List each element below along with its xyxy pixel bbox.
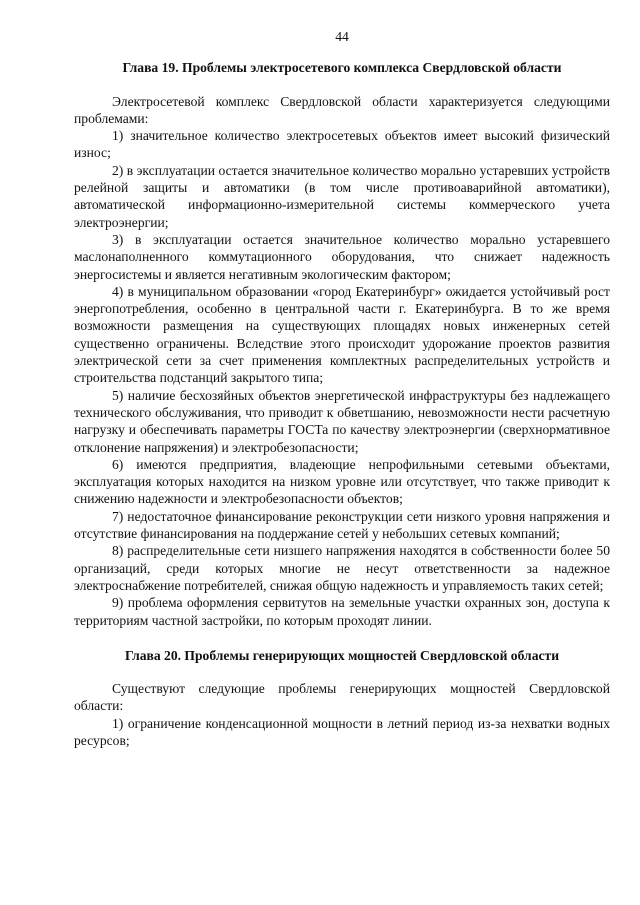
chapter-19-item-8: 8) распределительные сети низшего напряжения находятся в собственности более 50 организаций, среди которых многие не несут ответственности за надежное электроснабжение потребителей, снижая общую надежность и управляемость таких сетей;: [74, 543, 610, 593]
chapter-19-item-2: 2) в эксплуатации остается значительное количество морально устаревших устройств релейной защиты и автоматики (в том числе противоаварийной автоматики), автоматической информационно-измерительной системы коммерческого учета электроэнергии;: [74, 162, 610, 230]
chapter-19-item-6: 6) имеются предприятия, владеющие непрофильными сетевыми объектами, эксплуатация которых находится на низком уровне или отсутствует, что также приводит к снижению надежности и электробезопасности объектов;: [74, 456, 610, 507]
chapter-19-item-5: 5) наличие бесхозяйных объектов энергетической инфраструктуры без надлежащего технического обслуживания, что приводит к обветшанию, невозможности нести расчетную нагрузку и обеспечивать параметры ГОСТа по качеству электроэнергии (сверхнормативное отклонение напряжения) и электробезопасности;: [74, 387, 610, 455]
chapter-20-title: Глава 20. Проблемы генерирующих мощностей Свердловской области: [124, 647, 560, 663]
chapter-19-item-7: 7) недостаточное финансирование реконструкции сети низкого уровня напряжения и отсутствие финансирования на поддержание сетей у небольших сетевых компаний;: [74, 508, 610, 542]
page-number: 44: [335, 29, 349, 44]
chapter-19-item-9: 9) проблема оформления сервитутов на земельные участки охранных зон, доступа к территориям частной застройки, по которым проходят линии.: [74, 595, 610, 628]
chapter-19-item-1: 1) значительное количество электросетевых объектов имеет высокий физический износ;: [74, 128, 610, 161]
chapter-20-item-1: 1) ограничение конденсационной мощности в летний период из-за нехватки водных ресурсов;: [74, 715, 610, 748]
chapter-19-intro: Электросетевой комплекс Свердловской области характеризуется следующими проблемами:: [74, 93, 610, 126]
document-page: [74, 28, 610, 749]
chapter-20-intro: Существуют следующие проблемы генерирующих мощностей Свердловской области:: [74, 681, 610, 714]
chapter-20-body: [74, 680, 610, 749]
chapter-19-title: Глава 19. Проблемы электросетевого комплекса Свердловской области: [122, 60, 562, 76]
section-gap: [74, 629, 610, 647]
chapter-19-item-4: 4) в муниципальном образовании «город Екатеринбург» ожидается устойчивый рост энергопотребления, особенно в центральной части г. Екатеринбурга. В то же время возможности размещения на существующих площадях новых инженерных сетей существенно ограничены. Вследствие этого происходит удорожание проектов развития электрической сети за счет применения комплектных распределительных устройств и строительства подстанций закрытого типа;: [74, 283, 610, 386]
chapter-19-body: [74, 93, 610, 629]
chapter-19-item-3: 3) в эксплуатации остается значительное количество морально устаревшего маслонаполненного коммутационного оборудования, что снижает надежность энергосистемы и является негативным экологическим фактором;: [74, 231, 610, 282]
